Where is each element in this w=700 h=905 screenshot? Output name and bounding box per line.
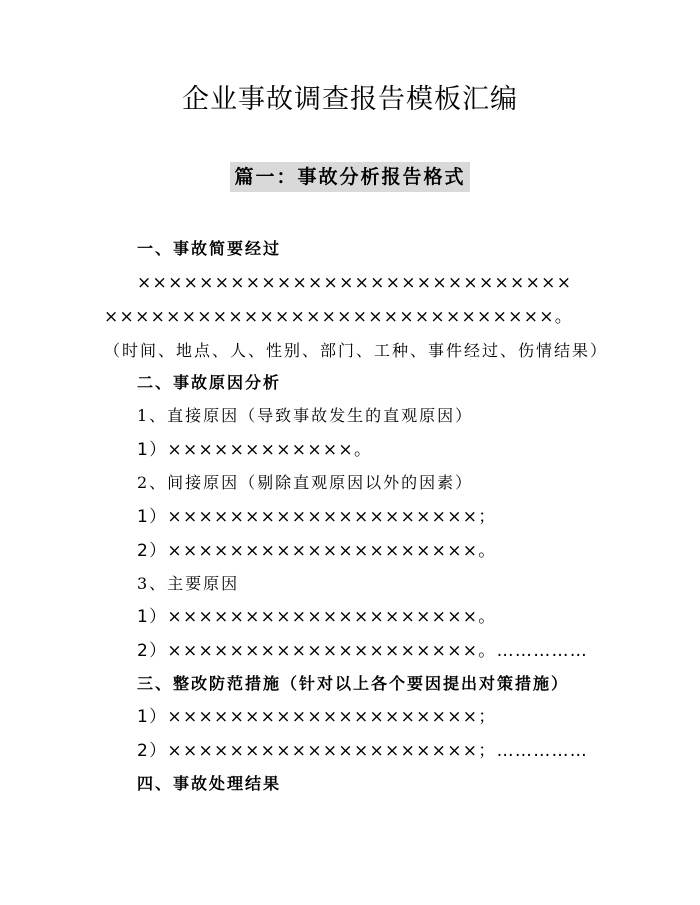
section-2-heading: 二、事故原因分析	[137, 373, 282, 392]
section-1-line-1: ××××××××××××××××××××××××××××	[137, 273, 573, 293]
indirect-cause-item-2: 2）××××××××××××××××××××。	[137, 541, 497, 561]
section-4-heading: 四、事故处理结果	[137, 774, 282, 793]
main-cause-item-2: 2）××××××××××××××××××××。……………	[137, 641, 589, 661]
section-1-note: （时间、地点、人、性别、部门、工种、事件经过、伤情结果）	[104, 341, 609, 360]
main-cause-heading: 3、主要原因	[137, 574, 240, 593]
direct-cause-item-1: 1）××××××××××××。	[137, 440, 373, 460]
indirect-cause-heading: 2、间接原因（剔除直观原因以外的因素）	[137, 473, 474, 492]
subtitle-container	[0, 162, 700, 192]
direct-cause-heading: 1、直接原因（导致事故发生的直观原因）	[137, 406, 474, 425]
document-title: 企业事故调查报告模板汇编	[182, 84, 518, 115]
measure-item-1: 1）××××××××××××××××××××；	[137, 707, 497, 727]
measure-item-2: 2）××××××××××××××××××××；……………	[137, 741, 589, 761]
section-3-heading: 三、整改防范措施（针对以上各个要因提出对策措施）	[137, 674, 570, 693]
indirect-cause-item-1: 1）××××××××××××××××××××；	[137, 507, 497, 527]
section-1-line-2: ×××××××××××××××××××××××××××××。	[104, 307, 574, 327]
document-subtitle: 篇一：事故分析报告格式	[230, 162, 469, 192]
section-1-heading: 一、事故简要经过	[137, 239, 282, 258]
main-cause-item-1: 1）××××××××××××××××××××。	[137, 607, 497, 627]
